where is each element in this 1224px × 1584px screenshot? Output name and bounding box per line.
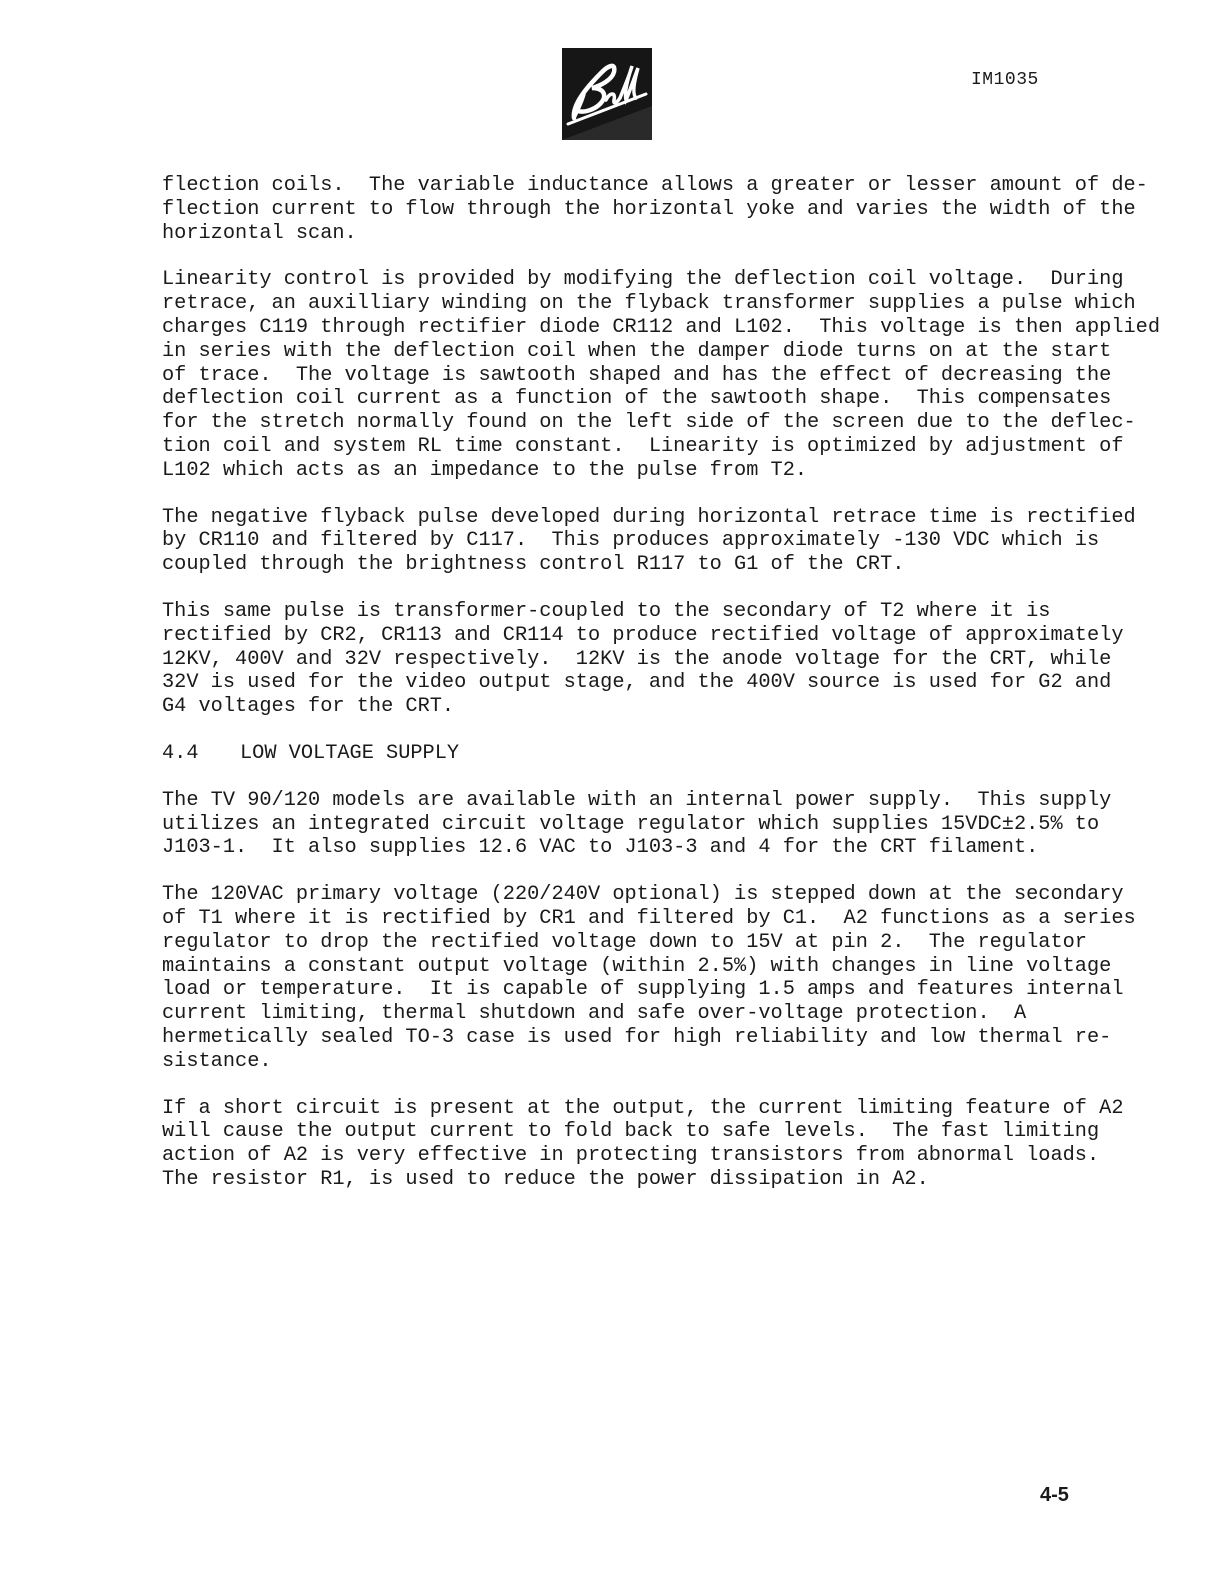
section-number: 4.4: [162, 741, 199, 765]
paragraph-primary-voltage: The 120VAC primary voltage (220/240V optional) is stepped down at the secondary of T1 where it is rectified by CR1 and filtered by C1. A2 functions as a series regulator to drop the rectified voltage down to 15V at pin 2. The regulator maintains a constant output voltage (within 2.5%) with changes in line voltage load or temperature. It is capable of supplying 1.5 amps and features internal current limiting, thermal shutdown and safe over-voltage protection. A hermetically sealed TO-3 case is used for high reliability and low thermal re- sistance.: [162, 883, 1136, 1073]
paragraph-negative-flyback: The negative flyback pulse developed during horizontal retrace time is rectified by CR110 and filtered by C117. This produces approximately -130 VDC which is coupled through the brightness control R117 to G1 of the CRT.: [162, 505, 1136, 577]
paragraph-deflection-coils: flection coils. The variable inductance allows a greater or lesser amount of de- flection current to flow through the horizontal yoke and varies the width of the horizontal scan.: [162, 174, 1148, 245]
paragraph-short-circuit: If a short circuit is present at the output, the current limiting feature of A2 will cause the output current to fold back to safe levels. The fast limiting action of A2 is very effective in protecting transistors from abnormal loads. The resistor R1, is used to reduce the power dissipation in A2.: [162, 1096, 1124, 1191]
section-title: LOW VOLTAGE SUPPLY: [240, 741, 460, 765]
ball-logo: [562, 48, 652, 140]
paragraph-internal-power-supply: The TV 90/120 models are available with an internal power supply. This supply utilizes an integrated circuit voltage regulator which supplies 15VDC±2.5% to J103-1. It also supplies 12.6 VAC to J103-3 and 4 for the CRT filament.: [162, 788, 1112, 860]
paragraph-linearity-control: Linearity control is provided by modifying the deflection coil voltage. During retrace, an auxilliary winding on the flyback transformer supplies a pulse which charges C119 through rectifier diode CR112 and L102. This voltage is then applied in series with the deflection coil when the damper diode turns on at the start of trace. The voltage is sawtooth shaped and has the effect of decreasing the deflection coil current as a function of the sawtooth shape. This compensates for the stretch normally found on the left side of the screen due to the deflec- tion coil and system RL time constant. Linearity is optimized by adjustment of L102 which acts as an impedance to the pulse from T2.: [162, 268, 1160, 482]
document-body: [162, 174, 1160, 1215]
page-number: 4-5: [1040, 1484, 1069, 1506]
paragraph-transformer-coupled: This same pulse is transformer-coupled to the secondary of T2 where it is rectified by CR2, CR113 and CR114 to produce rectified voltage of approximately 12KV, 400V and 32V respectively. 12KV is the anode voltage for the CRT, while 32V is used for the video output stage, and the 400V source is used for G2 and G4 voltages for the CRT.: [162, 599, 1124, 719]
document-id: IM1035: [971, 70, 1039, 90]
ball-logo-icon: [562, 48, 652, 140]
section-heading: [162, 742, 1152, 766]
